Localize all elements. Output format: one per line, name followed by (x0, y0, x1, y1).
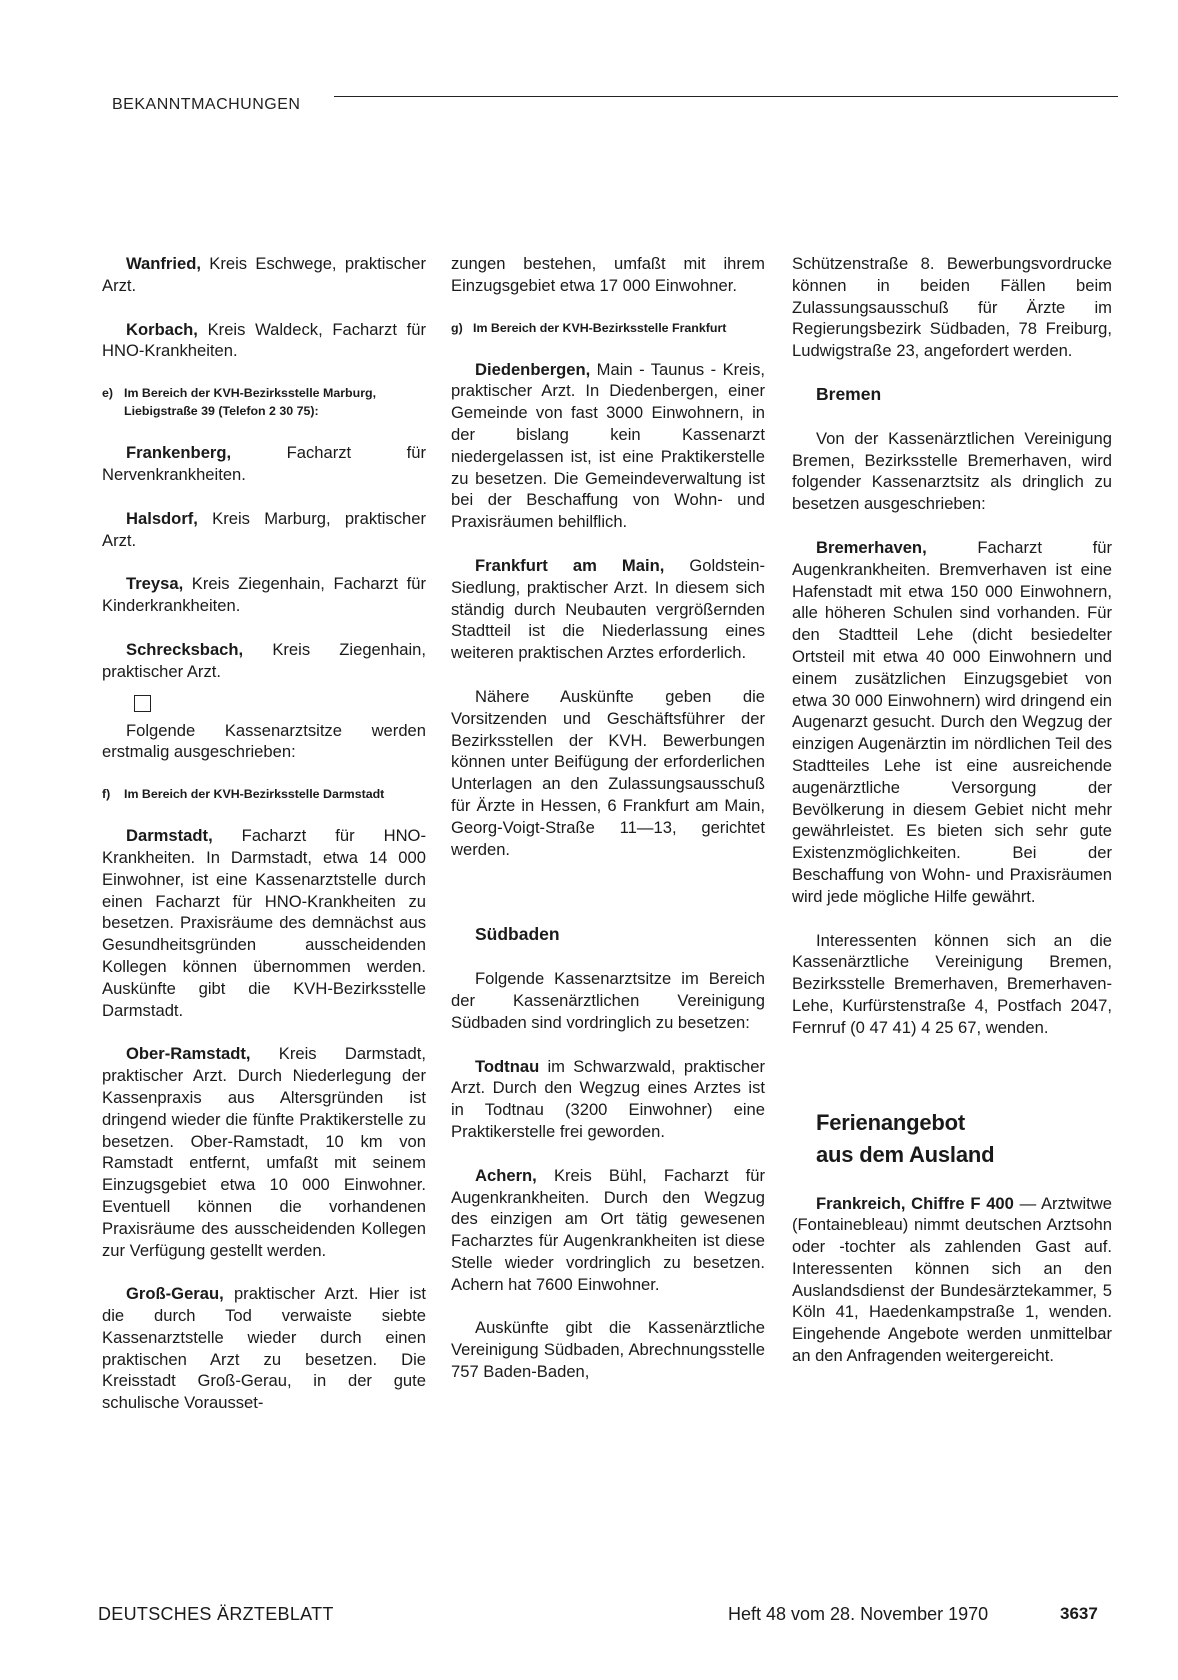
column-1 (102, 253, 426, 1414)
entry-frankfurt: Frankfurt am Main, Goldstein-Siedlung, praktischer Arzt. In diesem sich ständig durch Neubauten vergrößernden Stadtteil ist die Niederlassung eines weiteren praktischen Arztes erforderlich. (451, 555, 765, 663)
entry-todtnau: Todtnau im Schwarzwald, praktischer Arzt. Durch den Wegzug eines Arztes ist in Todtnau (3200 Einwohner) eine Praktikerstelle frei geworden. (451, 1056, 765, 1141)
page-number: 3637 (1060, 1604, 1098, 1623)
intro-bremen: Von der Kassenärztlichen Vereinigung Bremen, Bezirksstelle Bremerhaven, wird folgender Kassenarztsitz als dringlich zu besetzen ausgeschrieben: (792, 428, 1112, 514)
continued-text: zungen bestehen, umfaßt mit ihrem Einzugsgebiet etwa 17 000 Einwohner. (451, 254, 765, 295)
entry-achern: Achern, Kreis Bühl, Facharzt für Augenkrankheiten. Durch den Wegzug des einzigen am Ort tätig gewesenen Facharztes für Augenkrankheiten ist diese Stelle wieder vordringlich zu besetzen. Achern hat 7600 Einwohner. (451, 1165, 765, 1294)
entry-frankreich: Frankreich, Chiffre F 400 — Arztwitwe (Fontainebleau) nimmt deutschen Arztsohn oder -tochter als zahlenden Gast auf. Interessenten können sich an den Auslandsdienst der Bundesärztekammer, 5 Köln 41, Haedenkampstraße 1, wenden. Eingehende Angebote werden unmittelbar an den Anfragenden weitergereicht. (792, 1193, 1112, 1366)
heading-suedbaden: Südbaden (475, 924, 560, 945)
entry-diedenbergen: Diedenbergen, Main - Taunus - Kreis, praktischer Arzt. In Diedenbergen, einer Gemeinde von fast 3000 Einwohnern, in der bislang kein Kassenarzt niedergelassen ist, ist eine Praktikerstelle zu besetzen. Die Gemeindeverwaltung ist bei der Beschaffung von Wohn- und Praxisräumen behilflich. (451, 359, 765, 532)
intro-suedbaden: Folgende Kassenarztsitze im Bereich der Kassenärztlichen Vereinigung Südbaden sind vordringlich zu besetzen: (451, 969, 765, 1032)
info-paragraph: Nähere Auskünfte geben die Vorsitzenden und Geschäftsführer der Bezirksstellen der KVH. Bewerbungen können unter Beifügung der erforderlichen Unterlagen an den Zulassungsausschuß für Ärzte in Hessen, 6 Frankfurt am Main, Georg-Voigt-Straße 11—13, gerichtet werden. (451, 686, 765, 859)
subsection-g-heading: g) Im Bereich der KVH-Bezirksstelle Frankfurt (451, 320, 727, 335)
info-bremen: Interessenten können sich an die Kassenärztliche Vereinigung Bremen, Bezirksstelle Bremerhaven, Bremerhaven-Lehe, Kurfürstenstraße 4, Postfach 2047, Fernruf (0 47 41) 4 25 67, wenden. (792, 930, 1112, 1037)
entry-bremerhaven: Bremerhaven, Facharzt für Augenkrankheiten. Bremverhaven ist eine Hafenstadt mit etwa 150 000 Einwohnern, alle höheren Schulen sind vorhanden. Für den Stadtteil Lehe (dicht besiedelter Ortsteil mit etwa 40 000 Einwohnern und einem zusätzlichen Einzugsgebiet von etwa 30 000 Einwohnern) wird dringend ein Augenarzt gesucht. Durch den Wegzug der einzigen Augenärztin im nördlichen Teil des Stadtteiles Lehe ist eine ausreichende augenärztliche Versorgung der Bevölkerung in diesem Gebiet nicht mehr gewährleistet. Es bieten sich sehr gute Existenzmöglichkeiten. Bei der Beschaffung von Wohn- und Praxisräumen wird jede mögliche Hilfe gewährt. (792, 537, 1112, 906)
section-box-icon (134, 695, 151, 712)
entry-ober-ramstadt: Ober-Ramstadt, Kreis Darmstadt, praktischer Arzt. Durch Niederlegung der Kassenpraxis aus Altersgründen ist dringend wieder die fünfte Praktikerstelle zu besetzen. Ober-Ramstadt, 10 km von Ramstadt entfernt, umfaßt mit seinem Einzugsgebiet etwa 10 000 Einwohner. Eventuell können die vorhandenen Praxisräume des ausscheidenden Kollegen zur Verfügung gestellt werden. (102, 1044, 426, 1260)
footer-issue: Heft 48 vom 28. November 1970 (728, 1604, 989, 1624)
header-rule (334, 96, 1118, 97)
heading-bremen: Bremen (816, 383, 882, 404)
entry-wanfried: Wanfried, Kreis Eschwege, praktischer Arzt. (102, 254, 426, 295)
footer-journal: DEUTSCHES ÄRZTEBLATT (98, 1604, 334, 1624)
subsection-e-heading: e) Im Bereich der KVH-Bezirksstelle Marburg, Liebigstraße 39 (Telefon 2 30 75): (102, 386, 377, 419)
entry-halsdorf: Halsdorf, Kreis Marburg, praktischer Arzt. (102, 508, 426, 550)
column-2 (451, 253, 765, 1383)
entry-gross-gerau: Groß-Gerau, praktischer Arzt. Hier ist die durch Tod verwaiste siebte Kassenarztstelle wieder durch einen praktischen Arzt zu besetzen. Die Kreisstadt Groß-Gerau, in der gute schulische Vorausset- (102, 1284, 426, 1413)
intro-new-listings: Folgende Kassenarztsitze werden erstmalig ausgeschrieben: (102, 720, 426, 762)
entry-treysa: Treysa, Kreis Ziegenhain, Facharzt für Kinderkrankheiten. (102, 574, 426, 616)
section-label: BEKANNTMACHUNGEN (112, 96, 301, 113)
entry-darmstadt: Darmstadt, Facharzt für HNO-Krankheiten. In Darmstadt, etwa 14 000 Einwohner, ist eine Kassenarztstelle durch einen Facharzt für HNO-Krankheiten zu besetzen. Praxisräume des demnächst aus Gesundheitsgründen ausscheidenden Kollegen können übernommen werden. Auskünfte gibt die KVH-Bezirksstelle Darmstadt. (102, 826, 426, 1020)
heading-ferienangebot: Ferienangebot aus dem Ausland (816, 1109, 995, 1167)
entry-korbach: Korbach, Kreis Waldeck, Facharzt für HNO-Krankheiten. (102, 319, 426, 361)
entry-frankenberg: Frankenberg, Facharzt für Nervenkrankheiten. (102, 443, 426, 484)
column-3 (792, 253, 1112, 1367)
subsection-f-heading: f) Im Bereich der KVH-Bezirksstelle Darmstadt (102, 787, 385, 802)
continued-text: Schützenstraße 8. Bewerbungsvordrucke können in beiden Fällen beim Zulassungsausschuß für Ärzte im Regierungsbezirk Südbaden, 78 Freiburg, Ludwigstraße 23, angefordert werden. (792, 254, 1112, 361)
info-suedbaden: Auskünfte gibt die Kassenärztliche Vereinigung Südbaden, Abrechnungsstelle 757 Baden-Baden, (451, 1318, 765, 1382)
entry-schrecksbach: Schrecksbach, Kreis Ziegenhain, praktischer Arzt. (102, 639, 426, 681)
